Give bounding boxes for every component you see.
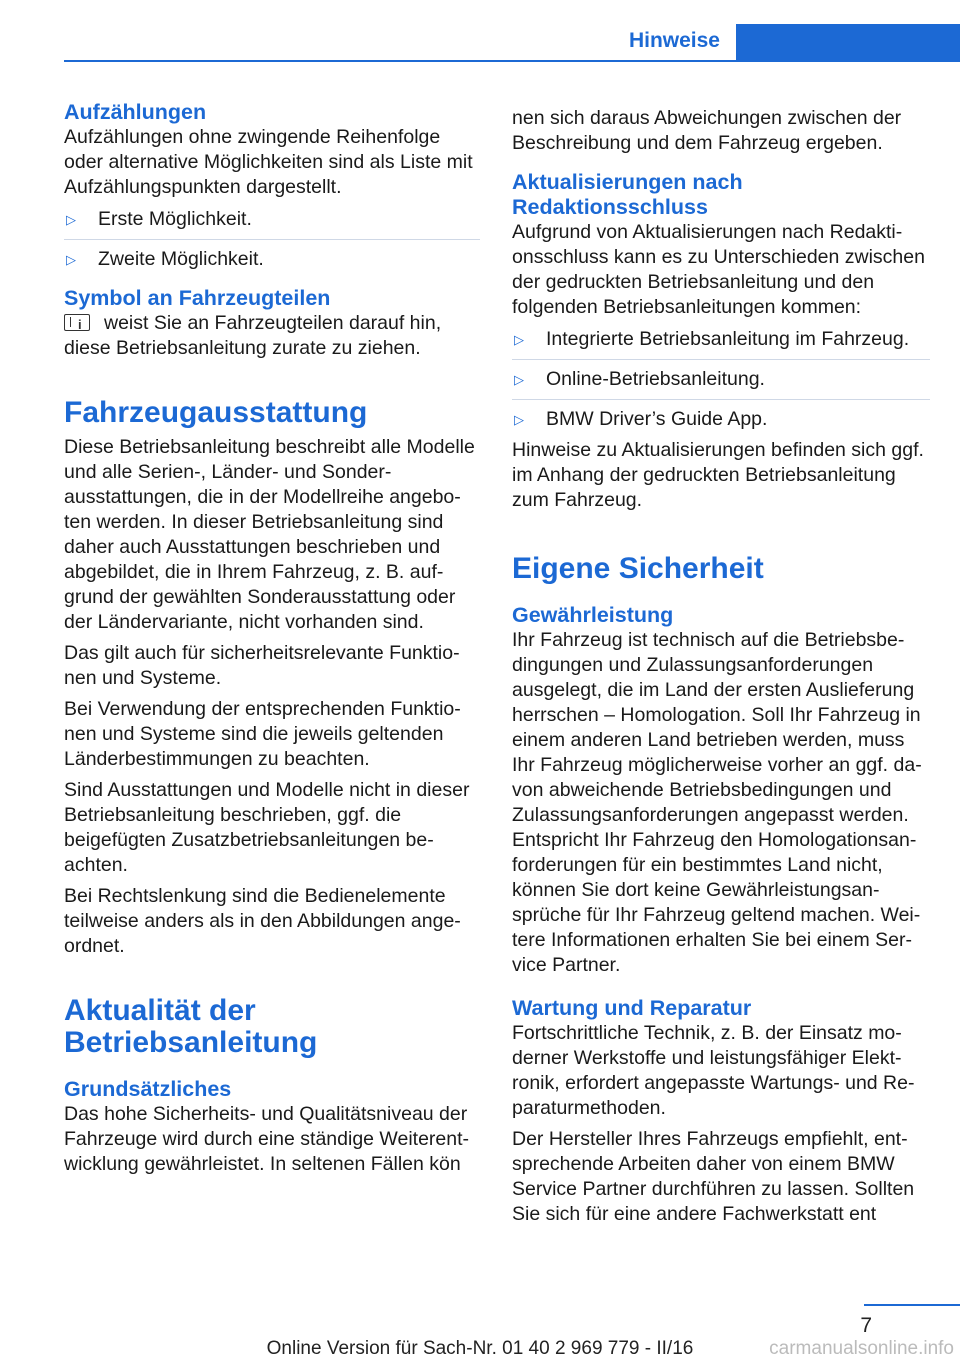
right-column <box>512 100 930 1227</box>
list-item <box>512 367 930 392</box>
paragraph: Der Hersteller Ihres Fahrzeugs empfiehlt, entsprechende Arbeiten daher von einem BMW Service Partner durchführen zu lassen. Sollten Sie sich für eine andere Fachwerkstatt ent <box>512 1128 915 1225</box>
paragraph: iweist Sie an Fahrzeugteilen darauf hin, diese Betriebsanleitung zurate zu ziehen. <box>64 311 480 361</box>
list-item-text: Erste Möglichkeit. <box>98 208 252 230</box>
paragraph: Das gilt auch für sicherheitsrelevante Funktionen und Systeme. <box>64 642 460 689</box>
triangle-bullet-icon: ▷ <box>514 412 524 427</box>
paragraph: Ihr Fahrzeug ist technisch auf die Betriebsbedingungen und Zulassungsanforderungen ausgelegt, die im Land der ersten Auslieferung herrschen – Homologation. Soll Ihr Fahrzeug in einem anderen Land betrieben werden, muss Ihr Fahrzeug möglicherweise vorher an ggf. davon abweichende Betriebsbedingungen und Zulassungsanforderungen angepasst werden. Entspricht Ihr Fahrzeug den Homologationsanforderungen für ein bestimmtes Land nicht, können Sie dort keine Gewährleistungsansprüche für Ihr Fahrzeug geltend machen. Weitere Informationen erhalten Sie bei einem Service Partner. <box>512 629 922 976</box>
paragraph: nen sich daraus Abweichungen zwischen der Beschreibung und dem Fahrzeug ergeben. <box>512 107 902 154</box>
header-accent-block <box>736 24 960 62</box>
paragraph: Bei Verwendung der entsprechenden Funktionen und Systeme sind die jeweils geltenden Länderbestimmungen zu beachten. <box>64 698 461 770</box>
triangle-bullet-icon: ▷ <box>66 212 76 227</box>
heading-aktualisierungen: Aktualisierungen nach Redaktionsschluss <box>512 170 743 219</box>
heading-fahrzeugausstattung: Fahrzeugausstattung <box>64 396 368 429</box>
list-item <box>64 247 480 272</box>
footer-version-text: Online Version für Sach-Nr. 01 40 2 969 779 - II/16 <box>266 1338 694 1359</box>
heading-wartung: Wartung und Reparatur <box>512 996 752 1020</box>
triangle-bullet-icon: ▷ <box>514 332 524 347</box>
heading-gewaehrleistung: Gewährleistung <box>512 603 674 627</box>
list-item-text: BMW Driver’s Guide App. <box>546 408 768 430</box>
paragraph: Hinweise zu Aktualisierungen befinden sich ggf. im Anhang der gedruckten Betriebsanleitung zum Fahrzeug. <box>512 439 924 511</box>
list-item-text: Zweite Möglichkeit. <box>98 248 264 270</box>
section-title: Hinweise <box>628 29 720 52</box>
list-divider <box>512 359 930 360</box>
list-divider <box>512 399 930 400</box>
list-item-text: Integrierte Betriebsanleitung im Fahrzeug. <box>546 328 910 350</box>
paragraph: Diese Betriebsanleitung beschreibt alle Modelle und alle Serien-, Länder- und Sonderausstattungen, die in der Modellreihe angeboten werden. In dieser Betriebsanleitung sind daher auch Ausstattungen beschrieben und abgebildet, die in Ihrem Fahrzeug, z. B. aufgrund der gewählten Sonderausstattung oder der Ländervariante, nicht vorhanden sind. <box>64 436 475 633</box>
list-item <box>512 407 930 432</box>
triangle-bullet-icon: ▷ <box>66 252 76 267</box>
heading-symbol: Symbol an Fahrzeugteilen <box>64 286 331 310</box>
heading-eigene-sicherheit: Eigene Sicherheit <box>512 552 764 585</box>
paragraph: Bei Rechtslenkung sind die Bedienelemente teilweise anders als in den Abbildungen angeordnet. <box>64 885 461 957</box>
paragraph: Aufgrund von Aktualisierungen nach Redaktionsschluss kann es zu Unterschieden zwischen der gedruckten Betriebsanleitung und den folgenden Betriebsanleitungen kommen: <box>512 221 925 318</box>
paragraph: Das hohe Sicherheits- und Qualitätsniveau der Fahrzeuge wird durch eine ständige Weiterentwicklung gewährleistet. In seltenen Fällen kön <box>64 1103 470 1175</box>
paragraph: Aufzählungen ohne zwingende Reihenfolge oder alternative Möglichkeiten sind als Liste mit Aufzählungspunkten dargestellt. <box>64 126 473 198</box>
paragraph: Sind Ausstattungen und Modelle nicht in dieser Betriebsanleitung beschrieben, ggf. die beigefügten Zusatzbetriebsanleitungen beachten. <box>64 779 470 876</box>
triangle-bullet-icon: ▷ <box>514 372 524 387</box>
watermark: carmanualsonline.info <box>769 1338 954 1359</box>
list-divider <box>64 239 480 240</box>
heading-grundsaetzliches: Grundsätzliches <box>64 1077 232 1101</box>
list-item-text: Online-Betriebsanleitung. <box>546 368 765 390</box>
list-item <box>64 207 480 232</box>
paragraph: Fortschrittliche Technik, z. B. der Einsatz moderner Werkstoffe und leistungsfähiger Elektronik, erfordert angepasste Wartungs- und Reparaturmethoden. <box>512 1022 915 1119</box>
footer-rule <box>864 1304 960 1306</box>
heading-aufzaehlungen: Aufzählungen <box>64 100 207 124</box>
list-item <box>512 327 930 352</box>
heading-aktualitaet: Aktualität der Betriebsanleitung <box>64 994 318 1059</box>
manual-book-icon <box>64 314 90 331</box>
left-column <box>64 100 480 1177</box>
page-number: 7 <box>860 1314 872 1337</box>
